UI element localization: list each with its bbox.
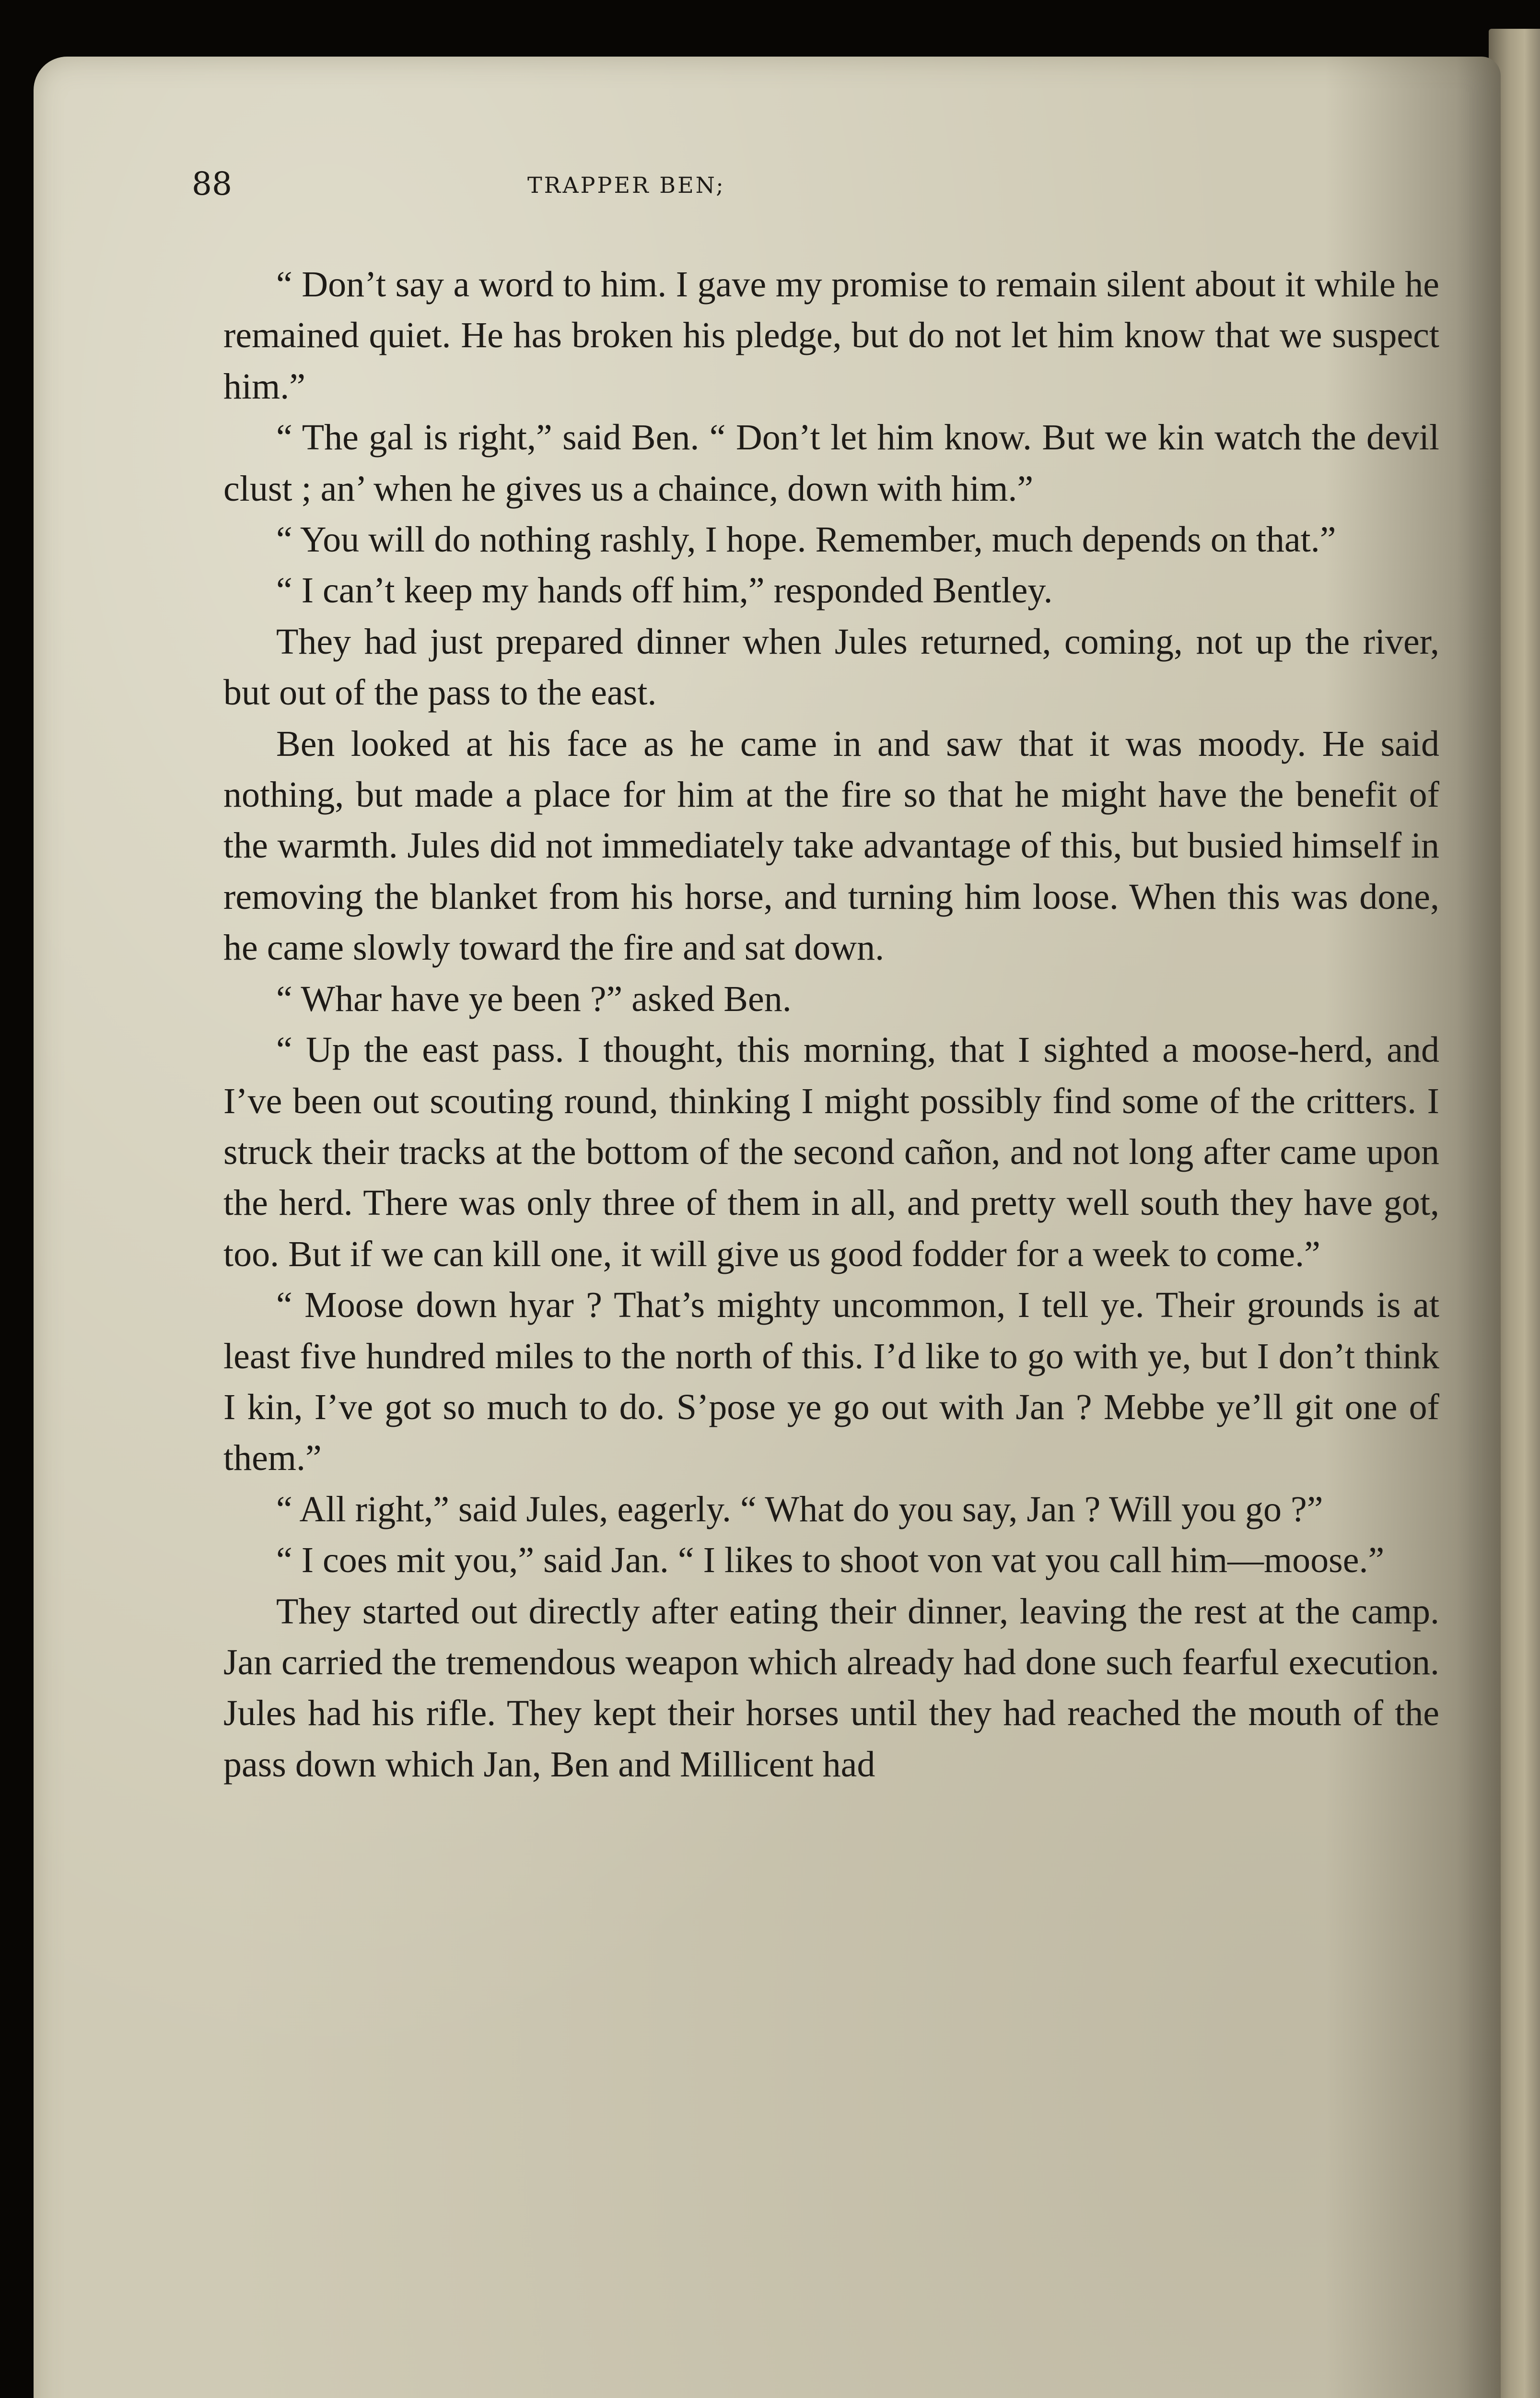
- running-head: [192, 165, 1247, 218]
- page-number: 88: [192, 165, 232, 202]
- paragraph: “ Moose down hyar ? That’s mighty uncommon, I tell ye. Their grounds is at least five hundred miles to the north of this. I’d like to go with ye, but I don’t think I kin, I’ve got so much to do. S’pose ye go out with Jan ? Mebbe ye’ll git one of them.”: [223, 1285, 1439, 1479]
- paragraph: “ Don’t say a word to him. I gave my promise to remain silent about it while he remained quiet. He has broken his pledge, but do not let him know that we suspect him.”: [223, 264, 1439, 407]
- running-head-title: TRAPPER BEN;: [527, 172, 725, 198]
- body-text: [223, 259, 1439, 1790]
- paragraph: “ I can’t keep my hands off him,” responded Bentley.: [276, 570, 1053, 611]
- paragraph: They started out directly after eating their dinner, leaving the rest at the camp. Jan carried the tremendous weapon which already had done such fearful execution. Jules had his rifle. They kept their horses until they had reached the mouth of the pass down which Jan, Ben and Millicent had: [223, 1591, 1439, 1785]
- paragraph: “ All right,” said Jules, eagerly. “ What do you say, Jan ? Will you go ?”: [276, 1489, 1323, 1529]
- paragraph: “ Whar have ye been ?” asked Ben.: [276, 978, 792, 1019]
- paragraph: Ben looked at his face as he came in and saw that it was moody. He said nothing, but made a place for him at the fire so that he might have the benefit of the warmth. Jules did not immediately take advantage of this, but busied himself in removing the blanket from his horse, and turning him loose. When this was done, he came slowly toward the fire and sat down.: [223, 723, 1439, 968]
- paragraph: “ The gal is right,” said Ben. “ Don’t let him know. But we kin watch the devil clust ; an’ when he gives us a chaince, down with him.”: [223, 417, 1439, 509]
- paragraph: They had just prepared dinner when Jules returned, coming, not up the river, but out of the pass to the east.: [223, 621, 1439, 713]
- paragraph: “ Up the east pass. I thought, this morning, that I sighted a moose-herd, and I’ve been out scouting round, thinking I might possibly find some of the critters. I struck their tracks at the bottom of the second cañon, and not long after came upon the herd. There was only three of them in all, and pretty well south they have got, too. But if we can kill one, it will give us good fodder for a week to come.”: [223, 1030, 1439, 1274]
- paragraph: “ I coes mit you,” said Jan. “ I likes to shoot von vat you call him—moose.”: [276, 1540, 1385, 1581]
- paragraph: “ You will do nothing rashly, I hope. Remember, much depends on that.”: [276, 519, 1336, 560]
